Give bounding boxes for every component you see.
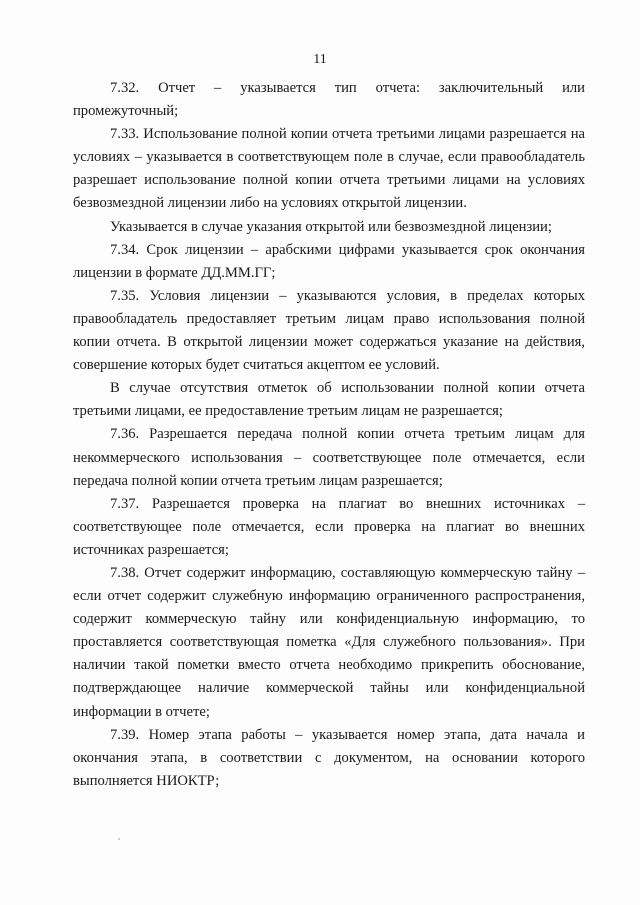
paragraph-7-34: 7.34. Срок лицензии – арабскими цифрами указывается срок окончания лицензии в формате ДД.ММ.ГГ; bbox=[73, 241, 585, 281]
paragraph-7-38: 7.38. Отчет содержит информацию, составляющую коммерческую тайну – если отчет содержит служебную информацию ограниченного распространения, содержит коммерческую тайну или конфиденциальную информацию, то проставляется соответствующая пометка «Для служебного пользования». При наличии такой пометки вместо отчета необходимо прикрепить обоснование, подтверждающее наличие коммерческой тайны или конфиденциальной информации в отчете; bbox=[73, 564, 585, 720]
paragraph-7-33: 7.33. Использование полной копии отчета третьими лицами разрешается на условиях – указывается в соответствующем поле в случае, если правообладатель разрешает использование полной копии отчета третьими лицами на условиях безвозмездной лицензии либо на условиях открытой лицензии. bbox=[73, 126, 585, 212]
paragraph-7-39: 7.39. Номер этапа работы – указывается номер этапа, дата начала и окончания этапа, в соответствии с документом, на основании которого выполняется НИОКТР; bbox=[73, 726, 585, 789]
document-body bbox=[73, 77, 585, 793]
paragraph-7-32: 7.32. Отчет – указывается тип отчета: заключительный или промежуточный; bbox=[73, 80, 585, 120]
scan-speck bbox=[118, 838, 120, 840]
page-number: 11 bbox=[313, 52, 327, 67]
paragraph-7-36: 7.36. Разрешается передача полной копии отчета третьим лицам для некоммерческого использования – соответствующее поле отмечается, если передача полной копии отчета третьим лицам разрешается; bbox=[73, 426, 585, 489]
paragraph-7-35: 7.35. Условия лицензии – указываются условия, в пределах которых правообладатель предоставляет третьим лицам право использования полной копии отчета. В открытой лицензии может содержаться указание на действия, совершение которых будет считаться акцептом ее условий. bbox=[73, 287, 585, 374]
paragraph-license-note: Указывается в случае указания открытой или безвозмездной лицензии; bbox=[110, 218, 552, 235]
paragraph-no-marks-note: В случае отсутствия отметок об использовании полной копии отчета третьими лицами, ее предоставление третьим лицам не разрешается; bbox=[73, 380, 585, 420]
paragraph-7-37: 7.37. Разрешается проверка на плагиат во внешних источниках – соответствующее поле отмечается, если проверка на плагиат во внешних источниках разрешается; bbox=[73, 495, 585, 558]
